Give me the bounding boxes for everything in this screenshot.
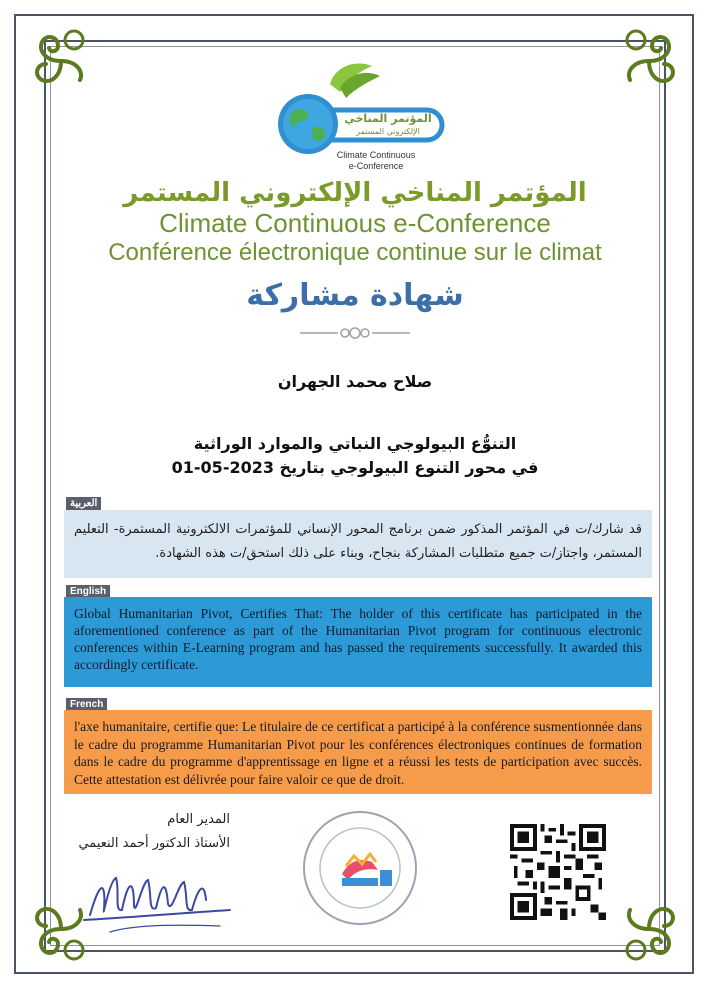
french-section-tag: French [66, 698, 107, 711]
corner-ornament-top-left [16, 16, 106, 106]
certificate-title: شهادة مشاركة [246, 278, 464, 313]
topic-title: التنوُّع البيولوجي النباتي والموارد الوراثية [193, 434, 517, 453]
arabic-statement: قد شارك/ت في المؤتمر المذكور ضمن برنامج المحور الإنساني للمؤتمرات الالكترونية المستمرة- التعليم المستمر، واجتاز/ت جميع متطلبات المشاركة بنجاح، وبناء على ذلك استحق/ت هذه الشهادة. [64, 510, 652, 578]
signature-image [70, 860, 240, 940]
logo-text-en-1: Climate Continuous [336, 150, 416, 160]
conference-title-arabic: المؤتمر المناخي الإلكتروني المستمر [123, 178, 587, 208]
french-statement: l'axe humanitaire, certifie que: Le titulaire de ce certificat a participé à la conférence susmentionnée dans le cadre du programme Humanitarian Pivot pour les conférences électroniques continues de formation dans le cadre du programme d'apprentissage en ligne et a réussi les tests de participation avec succès. Cette attestation est délivrée pour faire valoir ce que de droit. [64, 710, 652, 794]
director-name: الأستاذ الدكتور أحمد النعيمي [78, 836, 230, 851]
participant-name: صلاح محمد الجهران [277, 372, 433, 391]
english-section-tag: English [66, 585, 110, 598]
english-statement: Global Humanitarian Pivot, Certifies That: The holder of this certificate has participated in the aforementioned conference as part of the Humanitarian Pivot program for continuous electronic conferences within E-Learning program and has passed the requirements successfully. It awarded this accordingly certificate. [64, 597, 652, 687]
topic-axis-date: في محور التنوع البيولوجي بتاريخ 2023-05-01 [171, 458, 539, 477]
director-title: المدير العام [167, 812, 230, 827]
ornamental-divider [300, 322, 410, 344]
arabic-section-tag: العربية [66, 497, 101, 510]
logo-text-ar-2: الإلكتروني المستمر [356, 127, 420, 136]
logo-text-en-2: e-Conference [348, 161, 404, 171]
conference-logo [268, 58, 448, 176]
qr-code [510, 824, 606, 920]
conference-title-english: Climate Continuous e-Conference [159, 208, 551, 238]
corner-ornament-top-right [604, 16, 694, 106]
conference-title-french: Conférence électronique continue sur le climat [108, 239, 602, 266]
organization-seal [300, 808, 420, 928]
corner-ornament-bottom-right [604, 884, 694, 974]
logo-text-ar-1: المؤتمر المناخي [344, 112, 432, 125]
